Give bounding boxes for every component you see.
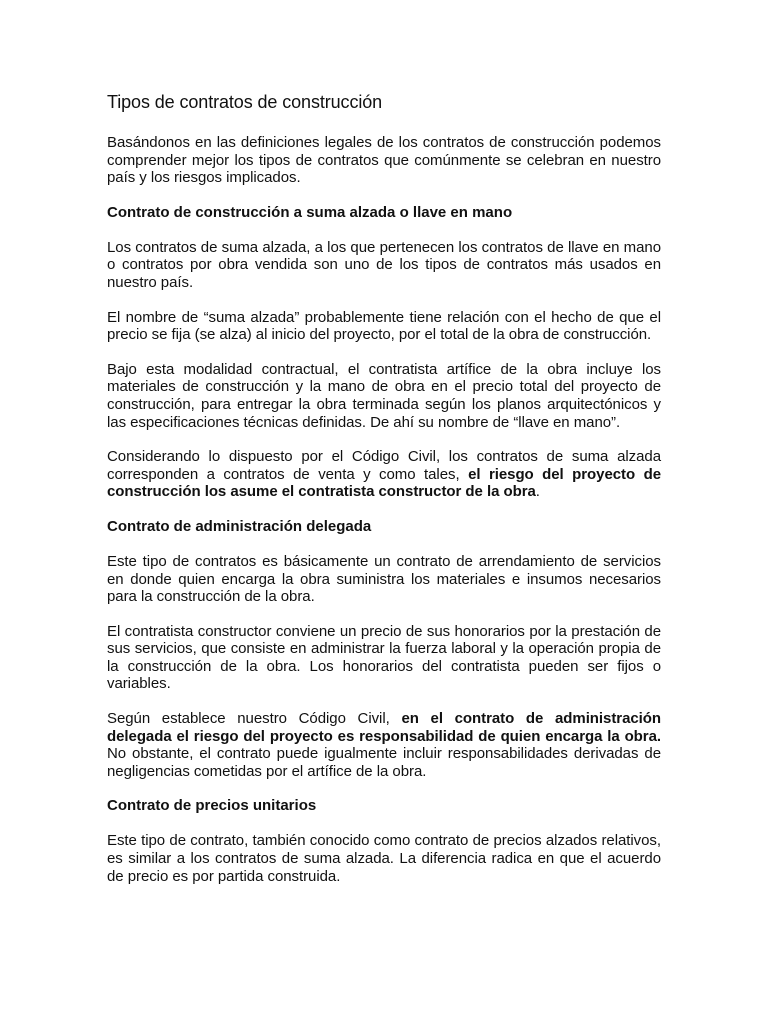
section-heading-precios-unitarios: Contrato de precios unitarios: [107, 797, 317, 815]
bold-text: en el contrato de administración delegada el riesgo del proyecto es responsabilidad de quien encarga la obra.: [107, 710, 661, 745]
section-heading-administracion-delegada: Contrato de administración delegada: [107, 517, 372, 535]
paragraph: [107, 710, 661, 780]
intro-paragraph: Basándonos en las definiciones legales de los contratos de construcción podemos comprender mejor los tipos de contratos que comúnmente se celebran en nuestro país y los riesgos implicados.: [107, 134, 661, 187]
document-title: Tipos de contratos de construcción: [107, 92, 383, 112]
text-run: Considerando lo dispuesto por el Código Civil, los contratos de suma alzada corresponden a contratos de venta y como tales,: [107, 448, 661, 483]
paragraph: Bajo esta modalidad contractual, el contratista artífice de la obra incluye los materiales de construcción y la mano de obra en el precio total del proyecto de construcción, para entregar la obra terminada según los planos arquitectónicos y las especificaciones técnicas definidas. De ahí su nombre de “llave en mano”.: [107, 360, 661, 431]
text-run: Según establece nuestro Código Civil,: [107, 710, 402, 728]
paragraph: Este tipo de contrato, también conocido como contrato de precios alzados relativos, es similar a los contratos de suma alzada. La diferencia radica en que el acuerdo de precio es por partida construida.: [107, 832, 661, 885]
text-run: No obstante, el contrato puede igualmente incluir responsabilidades derivadas de negligencias cometidas por el artífice de la obra.: [107, 745, 661, 780]
paragraph: Este tipo de contratos es básicamente un contrato de arrendamiento de servicios en donde quien encarga la obra suministra los materiales e insumos necesarios para la construcción de la obra.: [107, 552, 661, 606]
bold-text: el riesgo del proyecto de construcción los asume el contratista constructor de la obra: [107, 465, 661, 501]
text-run: .: [535, 483, 540, 501]
paragraph: [107, 448, 661, 501]
paragraph: Los contratos de suma alzada, a los que pertenecen los contratos de llave en mano o contratos por obra vendida son uno de los tipos de contratos más usados en nuestro país.: [107, 238, 661, 291]
paragraph: El nombre de “suma alzada” probablemente tiene relación con el hecho de que el precio se fija (se alza) al inicio del proyecto, por el total de la obra de construcción.: [107, 308, 661, 344]
section-heading-suma-alzada: Contrato de construcción a suma alzada o llave en mano: [107, 203, 513, 221]
paragraph: El contratista constructor conviene un precio de sus honorarios por la prestación de sus servicios, que consiste en administrar la fuerza laboral y la operación propia de la construcción de la obra. Los honorarios del contratista pueden ser fijos o variables.: [107, 622, 661, 693]
